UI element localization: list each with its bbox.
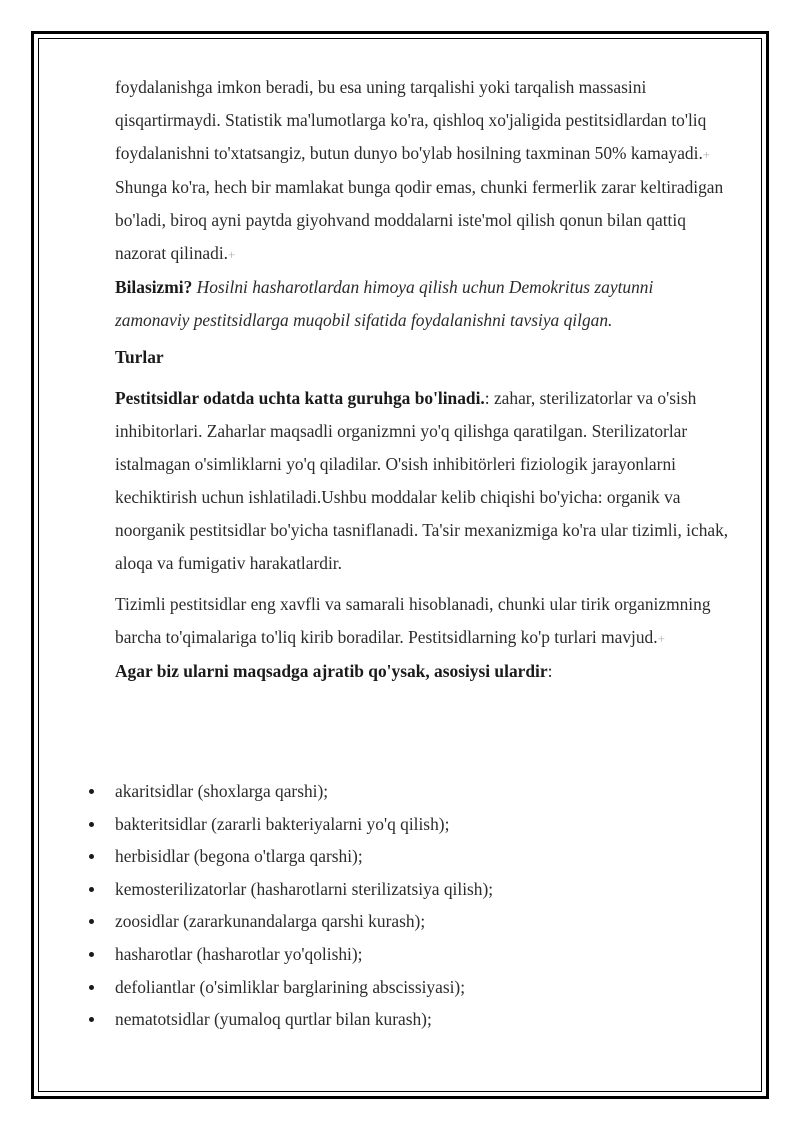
did-you-know-paragraph bbox=[115, 271, 730, 337]
list-item: herbisidlar (begona o'tlarga qarshi); bbox=[0, 840, 700, 873]
list-item: nematotsidlar (yumaloq qurtlar bilan kurash); bbox=[0, 1003, 700, 1036]
paragraph-types: Pestitsidlar odatda uchta katta guruhga bo'linadi.: zahar, sterilizatorlar va o'sish inhibitorlari. Zaharlar maqsadli organizmni yo'q qilishga qaratilgan. Sterilizatorlar istalmagan o'simliklarni yo'q qiladilar. O'sish inhibitörleri fiziologik jarayonlarni kechiktirish uchun ishlatiladi.Ushbu moddalar kelib chiqishi bo'yicha: organik va noorganik pestitsidlar bo'yicha tasniflanadi. Ta'sir mexanizmiga ko'ra ular tizimli, ichak, aloqa va fumigativ harakatlardir. bbox=[115, 388, 729, 573]
types-lead: Pestitsidlar odatda uchta katta guruhga bo'linadi. bbox=[115, 388, 485, 408]
paragraph-mark: + bbox=[228, 247, 236, 262]
bullet-icon bbox=[89, 952, 94, 957]
list-item: zoosidlar (zararkunandalarga qarshi kurash); bbox=[0, 905, 700, 938]
bullet-icon bbox=[89, 789, 94, 794]
did-you-know-label: Bilasizmi? bbox=[115, 277, 193, 297]
paragraph-1: foydalanishga imkon beradi, bu esa uning tarqalishi yoki tarqalish massasini qisqartirmaydi. Statistik ma'lumotlarga ko'ra, qishloq xo'jaligida pestitsidlardan to'liq foydalanishni to'xtatsangiz, butun dunyo bo'ylab hosilning taxminan 50% kamayadi.+ bbox=[115, 77, 711, 163]
bullet-icon bbox=[89, 985, 94, 990]
section-heading: Turlar bbox=[115, 347, 164, 367]
document-body bbox=[115, 71, 730, 688]
bullet-icon bbox=[89, 854, 94, 859]
did-you-know-text: Hosilni hasharotlardan himoya qilish uchun Demokritus zaytunni zamonaviy pestitsidlarga muqobil sifatida foydalanishni tavsiya qilgan. bbox=[115, 277, 654, 330]
paragraph-mark: + bbox=[702, 147, 711, 162]
list-item: bakteritsidlar (zararli bakteriyalarni yo'q qilish); bbox=[0, 808, 700, 841]
bullet-icon bbox=[89, 822, 94, 827]
pesticide-type-list bbox=[0, 775, 700, 1036]
list-item: hasharotlar (hasharotlar yo'qolishi); bbox=[0, 938, 700, 971]
paragraph-list-intro: Agar biz ularni maqsadga ajratib qo'ysak, asosiysi ulardir: bbox=[115, 661, 553, 681]
bullet-icon bbox=[89, 919, 94, 924]
list-item: kemosterilizatorlar (hasharotlarni sterilizatsiya qilish); bbox=[0, 873, 700, 906]
bullet-icon bbox=[89, 1017, 94, 1022]
paragraph-systemic: Tizimli pestitsidlar eng xavfli va samarali hisoblanadi, chunki ular tirik organizmning barcha to'qimalariga to'liq kirib boradilar. Pestitsidlarning ko'p turlari mavjud.+ bbox=[115, 594, 711, 647]
list-item: akaritsidlar (shoxlarga qarshi); bbox=[0, 775, 700, 808]
bullet-icon bbox=[89, 887, 94, 892]
paragraph-2: Shunga ko'ra, hech bir mamlakat bunga qodir emas, chunki fermerlik zarar keltiradigan bo'ladi, biroq ayni paytda giyohvand moddalarni iste'mol qilish qonun bilan qattiq nazorat qilinadi.+ bbox=[115, 177, 724, 263]
list-intro-bold: Agar biz ularni maqsadga ajratib qo'ysak, asosiysi ulardir bbox=[115, 661, 548, 681]
paragraph-mark: + bbox=[657, 631, 665, 646]
list-item: defoliantlar (o'simliklar barglarining abscissiyasi); bbox=[0, 971, 700, 1004]
